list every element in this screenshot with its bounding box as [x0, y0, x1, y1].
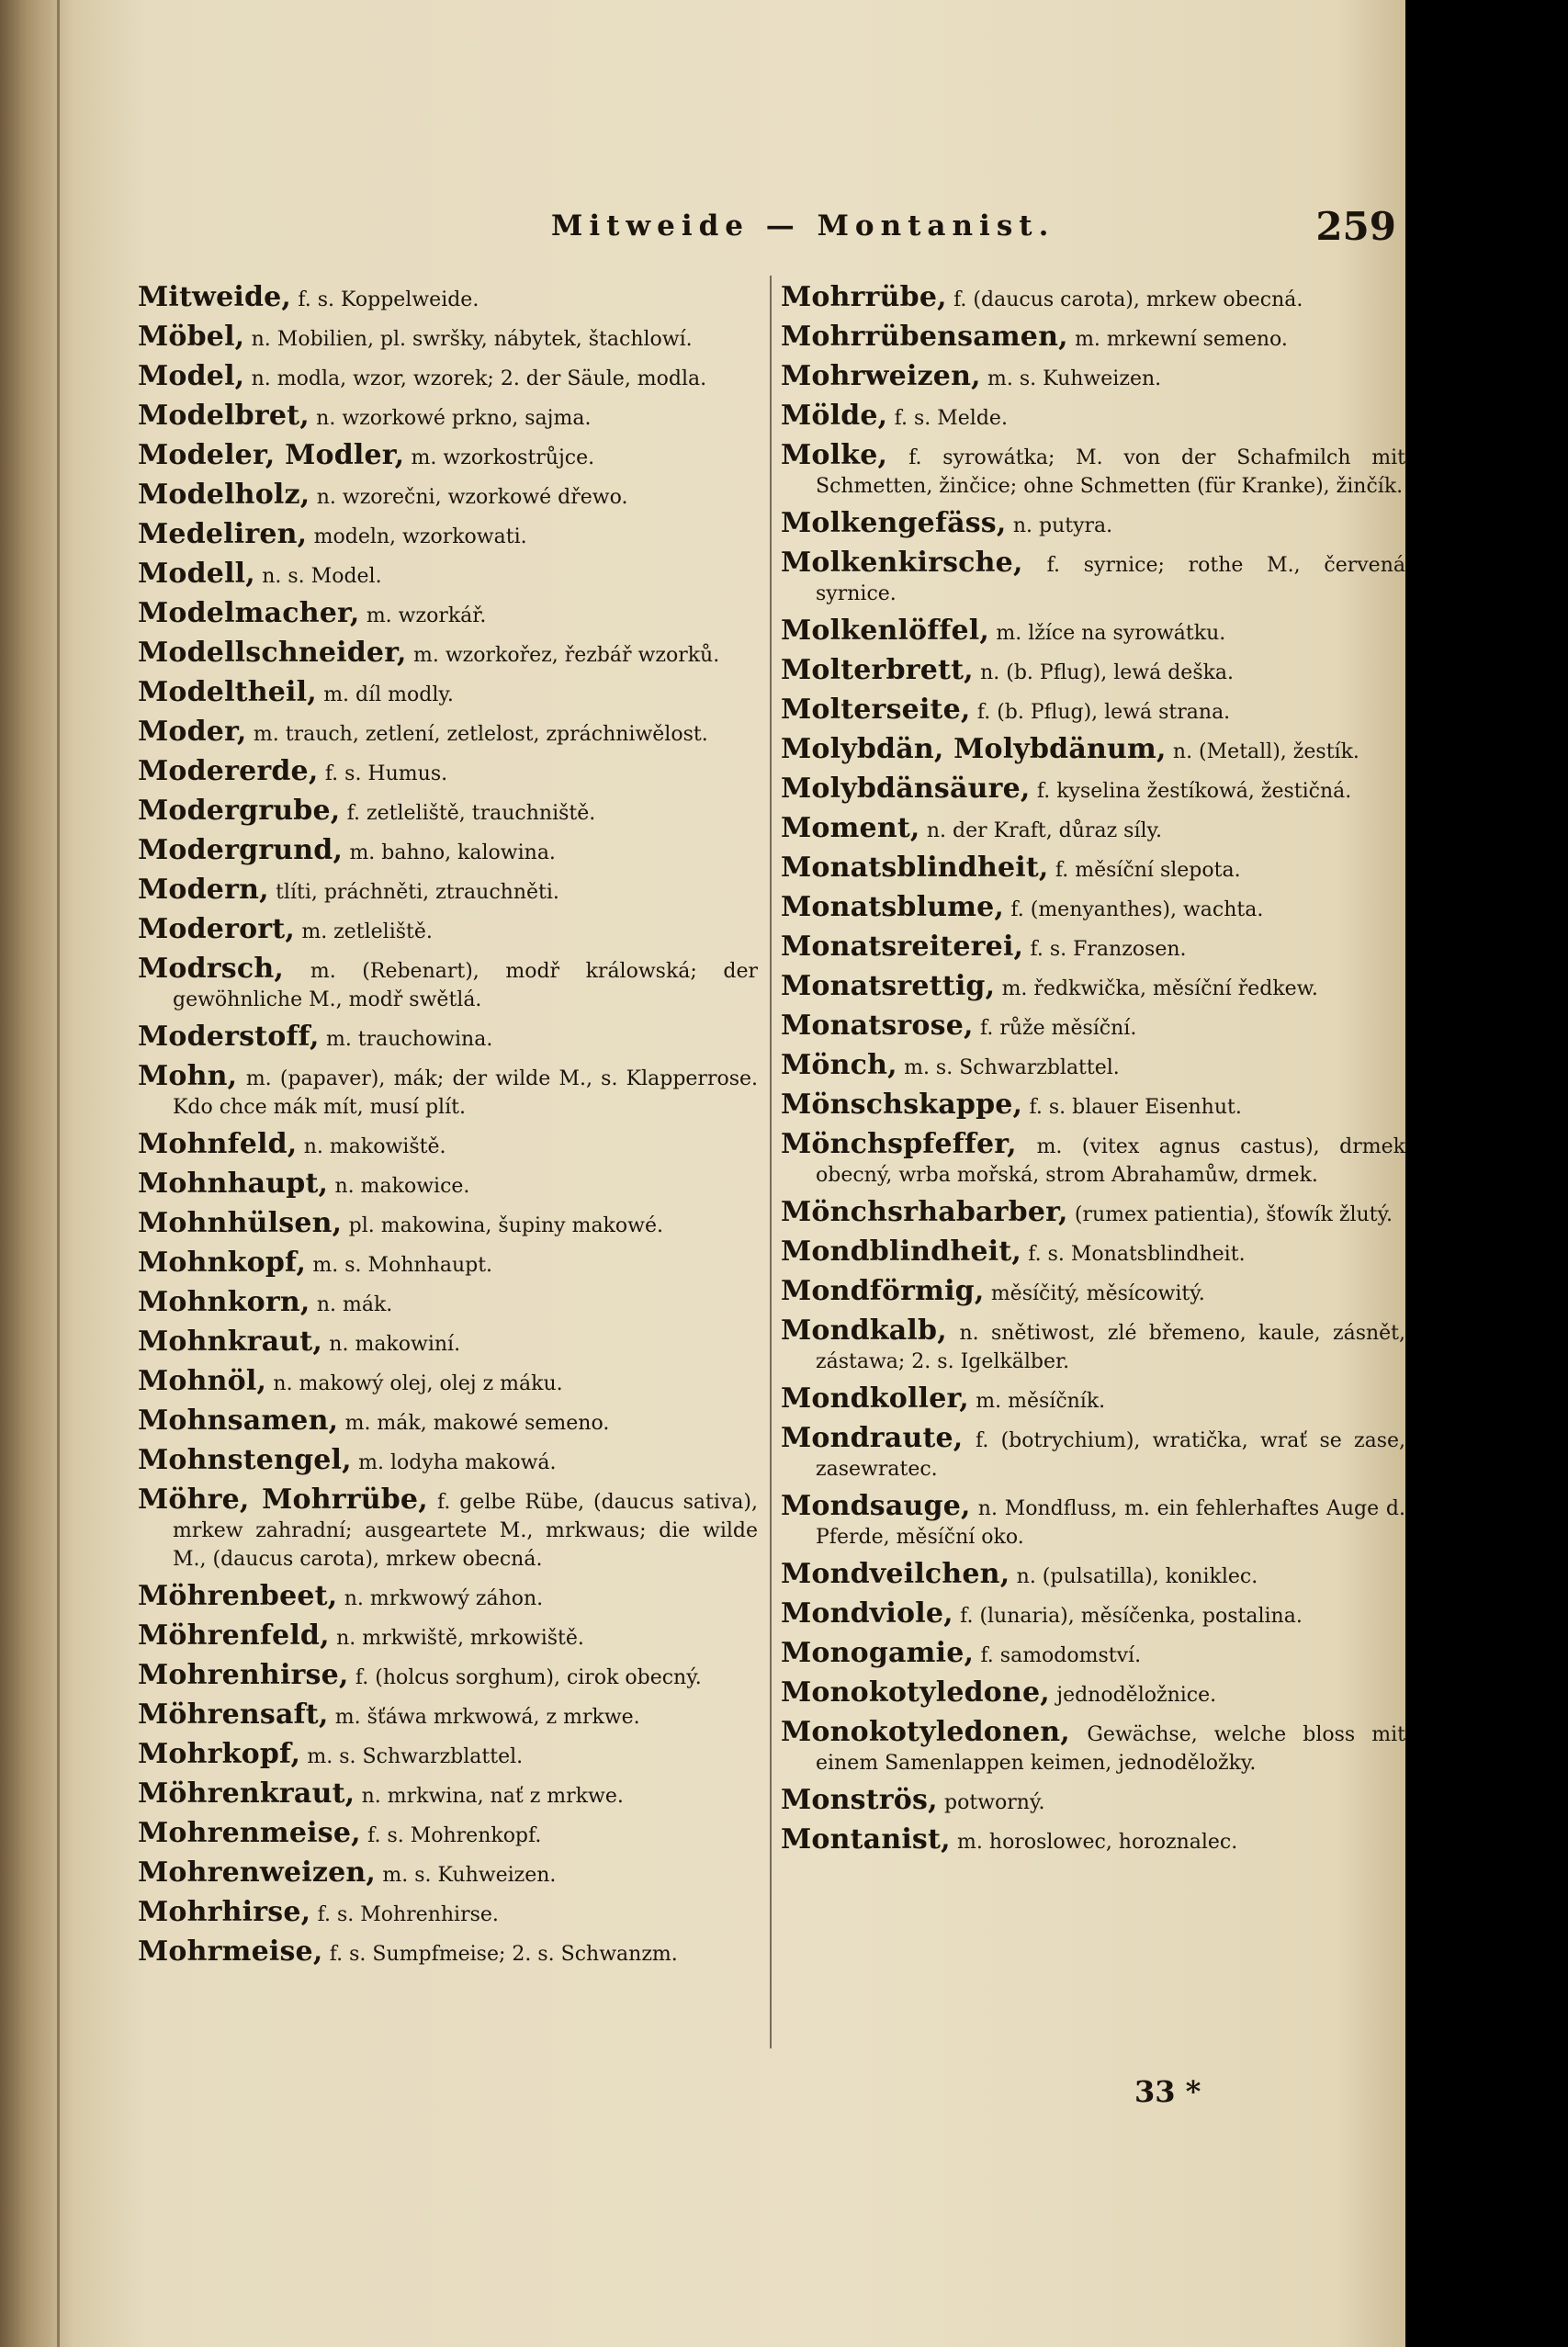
entry-definition: (rumex patientia), šťowík žlutý.: [1074, 1203, 1393, 1226]
entry-headword: Mohnkopf,: [138, 1247, 307, 1279]
dictionary-entry: [781, 1198, 1405, 1229]
entry-headword: Mohrenmeise,: [138, 1817, 361, 1849]
entry-headword: Mohrrübensamen,: [781, 321, 1068, 353]
dictionary-entry: [138, 836, 758, 867]
entry-definition: m. (vitex agnus castus), drmek obecný, wrba mořská, strom Abrahamůw, drmek.: [816, 1135, 1405, 1187]
entry-definition: m. měsíčník.: [976, 1390, 1106, 1413]
entry-headword: Mohrenweizen,: [138, 1856, 377, 1889]
dictionary-entry: [138, 796, 758, 828]
entry-definition: jednoděložnice.: [1056, 1684, 1217, 1707]
entry-definition: f. s. Franzosen.: [1030, 938, 1187, 961]
dictionary-entry: [781, 972, 1405, 1003]
entry-headword: Monatsrettig,: [781, 970, 996, 1002]
entry-headword: Medeliren,: [138, 518, 308, 550]
entry-definition: m. (papaver), mák; der wilde M., s. Klapperrose. Kdo chce mák mít, musí plít.: [173, 1067, 759, 1119]
entry-headword: Mondkalb,: [781, 1315, 947, 1347]
dictionary-entry: [138, 1169, 758, 1201]
dictionary-entry: [781, 1718, 1405, 1777]
entry-definition: f. růže měsíční.: [979, 1017, 1137, 1040]
dictionary-entry: [781, 283, 1405, 314]
dictionary-entry: [138, 1740, 758, 1771]
entry-headword: Monatsrose,: [781, 1010, 974, 1042]
entry-definition: Gewächse, welche bloss mit einem Samenlappen keimen, jednoděložky.: [816, 1723, 1405, 1775]
entry-headword: Mölde,: [781, 400, 888, 432]
dictionary-entry: [781, 1384, 1405, 1416]
entry-headword: Mohrmeise,: [138, 1935, 323, 1968]
entry-definition: f. kyselina žestíkowá, žestičná.: [1036, 780, 1352, 803]
dictionary-entry: [781, 362, 1405, 393]
entry-definition: f. samodomství.: [980, 1644, 1142, 1667]
dictionary-entry: [138, 1700, 758, 1732]
entry-definition: n. wzorkowé prkno, sajma.: [316, 407, 592, 430]
entry-headword: Moder,: [138, 716, 247, 748]
page-header: [551, 204, 1396, 255]
entry-definition: f. s. Koppelweide.: [298, 288, 479, 311]
entry-definition: n. mrkwina, nať z mrkwe.: [361, 1785, 624, 1808]
entry-definition: n. mák.: [316, 1293, 393, 1316]
entry-definition: f. (holcus sorghum), cirok obecný.: [355, 1666, 702, 1689]
entry-headword: Mohnstengel,: [138, 1444, 352, 1476]
entry-headword: Mönch,: [781, 1049, 897, 1081]
entry-headword: Molkenlöffel,: [781, 615, 990, 647]
dictionary-entry: [781, 1316, 1405, 1376]
entry-headword: Möhre, Mohrrübe,: [138, 1484, 428, 1516]
entry-headword: Modelbret,: [138, 400, 310, 432]
entry-headword: Möhrenbeet,: [138, 1580, 338, 1612]
dictionary-entry: [138, 1779, 758, 1811]
dictionary-entry: [781, 1424, 1405, 1484]
entry-headword: Modern,: [138, 874, 269, 906]
dictionary-entry: [138, 1209, 758, 1240]
dictionary-entry: [781, 656, 1405, 687]
dictionary-entry: [781, 893, 1405, 924]
dictionary-entry: [781, 1492, 1405, 1552]
dictionary-entry: [781, 1599, 1405, 1630]
entry-definition: n. mrkwiště, mrkowiště.: [336, 1627, 584, 1650]
dictionary-entry: [138, 520, 758, 551]
dictionary-entry: [138, 401, 758, 433]
entry-headword: Molybdänsäure,: [781, 773, 1031, 805]
entry-definition: n. putyra.: [1012, 514, 1113, 537]
right-column: [781, 283, 1405, 1865]
entry-headword: Möhrenkraut,: [138, 1777, 355, 1810]
entry-headword: Molybdän, Molybdänum,: [781, 733, 1167, 765]
entry-definition: m. mák, makowé semeno.: [344, 1412, 610, 1435]
entry-headword: Möhrenfeld,: [138, 1619, 330, 1652]
dictionary-entry: [781, 814, 1405, 845]
entry-headword: Mohnkorn,: [138, 1286, 310, 1318]
entry-definition: n. makowice.: [334, 1175, 470, 1198]
dictionary-entry: [138, 1661, 758, 1692]
signature-mark: 33 *: [1134, 2074, 1201, 2109]
entry-definition: f. syrnice; rothe M., červená syrnice.: [816, 554, 1405, 605]
entry-definition: m. s. Schwarzblattel.: [904, 1056, 1120, 1079]
binding-gutter: [57, 0, 60, 2347]
dictionary-entry: [138, 1130, 758, 1161]
entry-definition: n. makowiní.: [329, 1333, 461, 1356]
entry-definition: f. (daucus carota), mrkew obecná.: [953, 288, 1303, 311]
dictionary-entry: [138, 559, 758, 591]
dictionary-entry: [781, 1678, 1405, 1709]
dictionary-entry: [781, 441, 1405, 501]
entry-definition: n. (Metall), žestík.: [1172, 740, 1359, 763]
entry-headword: Mohrhirse,: [138, 1896, 311, 1928]
entry-headword: Mohnkraut,: [138, 1326, 322, 1358]
dictionary-entry: [781, 1277, 1405, 1308]
dictionary-entry: [138, 875, 758, 907]
entry-headword: Monströs,: [781, 1784, 938, 1816]
entry-definition: m. lodyha makowá.: [358, 1451, 557, 1474]
entry-headword: Mohnfeld,: [138, 1128, 298, 1160]
entry-definition: m. trauchowina.: [325, 1028, 493, 1051]
entry-definition: m. trauch, zetlení, zetlelost, zpráchniwělost.: [253, 723, 708, 746]
entry-headword: Modellschneider,: [138, 637, 407, 669]
entry-headword: Möbel,: [138, 321, 245, 353]
dictionary-entry: [781, 1639, 1405, 1670]
dictionary-entry: [138, 322, 758, 354]
entry-headword: Möhrensaft,: [138, 1698, 329, 1731]
dictionary-entry: [138, 1485, 758, 1574]
entry-definition: f. (b. Pflug), lewá strana.: [976, 701, 1231, 724]
entry-definition: f. s. Melde.: [894, 407, 1008, 430]
entry-headword: Modeltheil,: [138, 676, 317, 708]
entry-headword: Moderort,: [138, 913, 296, 945]
entry-definition: n. (b. Pflug), lewá deška.: [980, 661, 1235, 684]
dictionary-entry: [781, 401, 1405, 433]
entry-definition: n. (pulsatilla), koniklec.: [1016, 1565, 1258, 1588]
dictionary-entry: [138, 1819, 758, 1850]
entry-headword: Modererde,: [138, 755, 319, 787]
entry-headword: Mondraute,: [781, 1422, 964, 1454]
dictionary-entry: [781, 774, 1405, 806]
entry-definition: n. modla, wzor, wzorek; 2. der Säule, modla.: [251, 367, 707, 390]
entry-headword: Molterbrett,: [781, 654, 974, 686]
entry-headword: Monatsblume,: [781, 891, 1005, 923]
entry-definition: n. makowiště.: [303, 1135, 446, 1158]
dictionary-entry: [138, 283, 758, 314]
entry-headword: Mohrrübe,: [781, 281, 947, 313]
dictionary-entry: [138, 638, 758, 670]
entry-definition: f. s. Sumpfmeise; 2. s. Schwanzm.: [329, 1943, 678, 1966]
dictionary-entry: [138, 717, 758, 749]
entry-headword: Mondviole,: [781, 1597, 953, 1630]
entry-definition: modeln, wzorkowati.: [313, 525, 527, 548]
dictionary-entry: [781, 853, 1405, 885]
entry-definition: n. der Kraft, důraz síly.: [926, 819, 1163, 842]
entry-definition: n. s. Model.: [262, 565, 382, 588]
dictionary-entry: [138, 954, 758, 1014]
dictionary-entry: [781, 1051, 1405, 1082]
dictionary-entry: [138, 1582, 758, 1613]
entry-definition: f. gelbe Rübe, (daucus sativa), mrkew zahradní; ausgeartete M., mrkwaus; die wilde M., (daucus carota), mrkew obecná.: [173, 1491, 759, 1571]
entry-definition: n. wzorečni, wzorkowé dřewo.: [316, 486, 628, 509]
entry-headword: Molkengefäss,: [781, 507, 1007, 539]
entry-headword: Molke,: [781, 439, 888, 471]
entry-definition: m. šťáwa mrkwowá, z mrkwe.: [334, 1706, 640, 1729]
dictionary-entry: [138, 480, 758, 512]
entry-headword: Mohrenhirse,: [138, 1659, 349, 1691]
entry-headword: Modrsch,: [138, 953, 285, 985]
dictionary-entry: [781, 548, 1405, 608]
dictionary-entry: [781, 1825, 1405, 1856]
running-head: Mitweide — Montanist.: [551, 209, 1055, 243]
entry-definition: n. Mobilien, pl. swršky, nábytek, štachlowí.: [251, 328, 693, 351]
entry-headword: Mondveilchen,: [781, 1558, 1010, 1590]
entry-definition: f. (botrychium), wratička, wrať se zase, zasewratec.: [816, 1429, 1405, 1481]
entry-definition: n. mrkwowý záhon.: [344, 1587, 544, 1610]
entry-headword: Mohnsamen,: [138, 1405, 339, 1437]
entry-headword: Modell,: [138, 558, 255, 590]
dictionary-entry: [781, 1786, 1405, 1817]
entry-headword: Modergrube,: [138, 795, 341, 827]
entry-headword: Monokotyledonen,: [781, 1716, 1070, 1748]
entry-headword: Mönchspfeffer,: [781, 1128, 1017, 1160]
entry-headword: Modergrund,: [138, 834, 344, 866]
dictionary-entry: [781, 616, 1405, 648]
dictionary-entry: [781, 735, 1405, 766]
entry-headword: Moderstoff,: [138, 1021, 320, 1053]
dictionary-entry: [138, 1446, 758, 1477]
entry-headword: Mohnhülsen,: [138, 1207, 343, 1239]
entry-headword: Molkenkirsche,: [781, 547, 1023, 579]
entry-headword: Mohrkopf,: [138, 1738, 301, 1770]
entry-definition: pl. makowina, šupiny makowé.: [348, 1214, 663, 1237]
entry-definition: f. s. Monatsblindheit.: [1028, 1243, 1246, 1266]
entry-definition: měsíčitý, měsícowitý.: [990, 1282, 1205, 1305]
entry-definition: m. s. Schwarzblattel.: [307, 1745, 524, 1768]
entry-definition: f. s. blauer Eisenhut.: [1029, 1096, 1242, 1119]
entry-headword: Mohnhaupt,: [138, 1168, 329, 1200]
dictionary-entry: [138, 1898, 758, 1929]
dictionary-entry: [138, 1327, 758, 1359]
entry-definition: f. měsíční slepota.: [1055, 859, 1241, 882]
entry-headword: Monokotyledone,: [781, 1676, 1050, 1709]
dictionary-entry: [781, 322, 1405, 354]
entry-definition: m. lžíce na syrowátku.: [996, 622, 1226, 645]
dictionary-entry: [138, 1406, 758, 1438]
dictionary-entry: [138, 678, 758, 709]
entry-headword: Modeler, Modler,: [138, 439, 405, 471]
entry-headword: Moment,: [781, 812, 920, 844]
entry-headword: Model,: [138, 360, 245, 392]
dictionary-entry: [138, 1621, 758, 1653]
page-number: 259: [1315, 204, 1396, 249]
entry-definition: n. snětiwost, zlé břemeno, kaule, zásnět, zástawa; 2. s. Igelkälber.: [816, 1322, 1405, 1373]
dictionary-entry: [138, 757, 758, 788]
entry-headword: Mondkoller,: [781, 1382, 969, 1415]
entry-headword: Montanist,: [781, 1823, 951, 1856]
dictionary-entry: [138, 1858, 758, 1890]
entry-headword: Mönschskappe,: [781, 1089, 1023, 1121]
entry-headword: Mohnöl,: [138, 1365, 267, 1397]
entry-definition: n. makowý olej, olej z máku.: [273, 1372, 563, 1395]
dictionary-entry: [138, 1248, 758, 1280]
dictionary-entry: [781, 1011, 1405, 1043]
dictionary-entry: [138, 1937, 758, 1969]
entry-definition: f. s. Mohrenhirse.: [317, 1903, 499, 1926]
entry-definition: m. s. Mohnhaupt.: [312, 1254, 493, 1277]
entry-headword: Mohrweizen,: [781, 360, 981, 392]
entry-headword: Mondsauge,: [781, 1490, 971, 1522]
dictionary-entry: [138, 1288, 758, 1319]
entry-definition: m. wzorkář.: [366, 604, 487, 627]
dictionary-entry: [781, 695, 1405, 727]
left-column: [138, 283, 758, 1977]
entry-headword: Mitweide,: [138, 281, 292, 313]
entry-definition: m. mrkewní semeno.: [1075, 328, 1288, 351]
entry-definition: f. syrowátka; M. von der Schafmilch mit Schmetten, žinčice; ohne Schmetten (für Kranke), žinčík.: [816, 446, 1405, 498]
dictionary-entry: [781, 1130, 1405, 1190]
dictionary-entry: [781, 1237, 1405, 1269]
dictionary-entry: [781, 1090, 1405, 1122]
entry-definition: m. wzorkostrůjce.: [411, 446, 595, 469]
entry-definition: f. s. Humus.: [324, 762, 448, 785]
entry-headword: Modelholz,: [138, 479, 310, 511]
entry-headword: Mondblindheit,: [781, 1236, 1021, 1268]
entry-definition: tlíti, práchněti, ztrauchněti.: [276, 881, 559, 904]
entry-definition: n. Mondfluss, m. ein fehlerhaftes Auge d. Pferde, měsíční oko.: [816, 1497, 1405, 1549]
entry-definition: f. zetleliště, trauchniště.: [346, 802, 596, 825]
dictionary-entry: [781, 932, 1405, 964]
entry-definition: m. horoslowec, horoznalec.: [957, 1831, 1238, 1854]
dictionary-entry: [138, 599, 758, 630]
dictionary-entry: [781, 1560, 1405, 1591]
dictionary-entry: [138, 915, 758, 946]
entry-definition: f. (menyanthes), wachta.: [1010, 898, 1264, 921]
entry-headword: Mondförmig,: [781, 1275, 985, 1307]
entry-definition: m. wzorkořez, řezbář wzorků.: [412, 644, 720, 667]
entry-headword: Modelmacher,: [138, 597, 360, 629]
entry-definition: m. s. Kuhweizen.: [382, 1864, 557, 1887]
entry-definition: m. bahno, kalowina.: [349, 841, 556, 864]
entry-definition: m. zetleliště.: [301, 920, 433, 943]
entry-definition: m. ředkwička, měsíční ředkew.: [1001, 977, 1318, 1000]
entry-definition: f. s. Mohrenkopf.: [367, 1824, 542, 1847]
entry-headword: Mohn,: [138, 1060, 238, 1092]
entry-headword: Monatsreiterei,: [781, 931, 1024, 963]
entry-definition: m. s. Kuhweizen.: [987, 367, 1162, 390]
entry-headword: Monatsblindheit,: [781, 852, 1049, 884]
entry-definition: m. (Rebenart), modř králowská; der gewöhnliche M., modř swětlá.: [173, 960, 758, 1011]
column-divider: [770, 276, 772, 2048]
dictionary-entry: [138, 441, 758, 472]
dictionary-entry: [138, 1062, 758, 1122]
dictionary-entry: [138, 362, 758, 393]
entry-definition: potworný.: [944, 1791, 1045, 1814]
entry-headword: Monogamie,: [781, 1637, 975, 1669]
entry-definition: f. (lunaria), měsíčenka, postalina.: [960, 1605, 1303, 1628]
entry-definition: m. díl modly.: [323, 683, 454, 706]
entry-headword: Molterseite,: [781, 694, 971, 726]
entry-headword: Mönchsrhabarber,: [781, 1196, 1068, 1228]
dictionary-entry: [781, 509, 1405, 540]
dictionary-entry: [138, 1022, 758, 1054]
dictionary-entry: [138, 1367, 758, 1398]
